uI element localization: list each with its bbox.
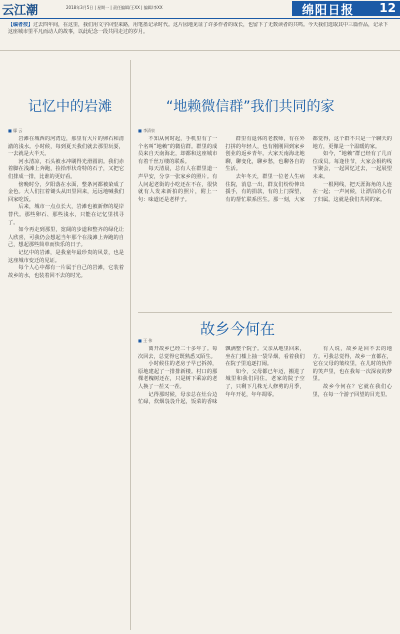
article3-paragraph: 小时候住的老房子早已拆掉，原地建起了一排排新楼。村口的那棵老槐树还在，只是树下乘凉的老人换了一茬又一茬。 — [138, 361, 218, 390]
article2-paragraph: 不知从何时起，手机里有了一个名叫“地赖”的微信群。群里的成员来自天南海北，却都和这座城市有着千丝万缕的联系。 — [138, 136, 218, 165]
article1-paragraph: 后来，城市一点点长大，岩滩也被新修的堤岸替代。那些卵石、那些浅水，只能在记忆里找寻了。 — [8, 204, 124, 226]
article2-paragraph: 去年冬天，群里一位老人生病住院，消息一出，群友们纷纷伸出援手，有的捐款，有的上门探望，有的帮忙联系医生。那一刻，大家都觉得，这个群不只是一个聊天的地方，更像是一个温暖的家。 — [225, 136, 392, 203]
article1-paragraph: 记忆中的岩滩，是我童年最珍贵的风景，也是这座城市变迁的见证。 — [8, 249, 124, 264]
article2-paragraph: 一根网线，把天涯海角的人连在一起；一声问候，让漂泊的心有了归属。这就是我们共同的家。 — [312, 181, 392, 203]
article1-paragraph: 傍晚时分，夕阳落在水面，整条河都被染成了金色。大人们扛着锄头从田里回来，远远地喊我们回家吃饭。 — [8, 181, 124, 203]
article3-paragraph: 故乡今何在？它就在我们心里，在每一个游子回望的目光里。 — [312, 383, 392, 398]
editor-note-text: 过去四年间，在这里，我们用文字回望来路，用笔墨记录时代。这片园地见证了许多作者的成长，也留下了无数读者的共鸣。今天我们选取其中三篇作品，记录下这座城市里平凡而动人的故事，以此纪念一段共同走过的岁月。 — [8, 22, 389, 35]
article2-title: “地赖微信群”我们共同的家 — [166, 99, 335, 115]
article3-paragraph: 如今，父母都已年迈，搬进了城里和我们同住。老家的院子空了，只剩下几株无人修剪的月季，年年开花，年年凋零。 — [225, 368, 305, 398]
article1-byline: ■ 鄢 云 — [8, 128, 22, 134]
article1-paragraph: 每个人心中都有一片属于自己的岩滩，它装着故乡的水，也装着回不去的时光。 — [8, 265, 124, 279]
article1-body — [8, 136, 124, 632]
article2-paragraph: 每天清晨，总有人在群里道一声早安，分享一张家乡的照片。有人问起老街的小吃还在不在，很快就有人发来新拍的照片，附上一句：味道还是老样子。 — [138, 166, 218, 203]
article3-paragraph: 记得那时候，母亲总在灶台边忙碌，炊烟袅袅升起，饭菜的香味飘满整个院子。父亲从地里回来，坐在门槛上抽一袋旱烟，看着我们在院子里追逐打闹。 — [138, 346, 305, 406]
article1-paragraph: 岩滩在城西的河湾边，那里有大片的卵石和清澈的浅水。小时候，每到夏天我们就去那里玩耍，一去就是大半天。 — [8, 136, 124, 158]
paper-name: 绵阳日报 — [302, 3, 355, 17]
article2-body — [138, 136, 392, 308]
issue-meta: 2018年3月5日 | 星期一 | 责任编辑/王XX | 编辑/李XX — [66, 5, 163, 10]
article1-paragraph: 河水清凉，石头被水冲刷得光滑圆润。我们赤着脚在浅滩上奔跑，捡拾形状奇特的石子，又把它们排成一排，比谁的更好看。 — [8, 158, 124, 180]
article2-paragraph: 群里有退休的老教师，有在外打拼的年轻人，也有刚刚回到家乡创业的返乡青年。大家天南海北地聊，聊变化，聊乡愁，也聊各自的生活。 — [225, 136, 305, 173]
editor-note-tag: 【编者按】 — [8, 22, 34, 28]
article3-title: 故乡今何在 — [200, 320, 276, 338]
article1-title: 记忆中的岩滩 — [28, 99, 112, 115]
article2-byline: ■ 李清泉 — [138, 128, 155, 134]
section-rule — [138, 312, 392, 313]
article1-paragraph: 如今再走到那里，宽阔的步道和整齐的绿化让人欣喜，可我仍会想起当年那个在浅滩上奔跑的自己，想起那些简单而快乐的日子。 — [8, 227, 124, 249]
article3-paragraph: 有人说，故乡是回不去的地方。可我总觉得，故乡一直都在，它在父母的皱纹里，在儿时的伙伴的笑声里，也在我每一次深夜的梦里。 — [312, 346, 392, 383]
article3-body — [138, 346, 392, 630]
section-title: 云江潮 — [2, 3, 39, 17]
page-header — [0, 0, 400, 18]
page-number: 12 — [379, 1, 396, 15]
note-rule — [0, 50, 400, 51]
column-divider — [130, 60, 131, 630]
masthead-bar — [292, 1, 400, 16]
article3-byline: ■ 王 伟 — [138, 338, 152, 344]
header-rule — [0, 18, 400, 19]
editor-note — [8, 22, 392, 48]
article2-paragraph: 如今，“地赖”群已经有了几百位成员。每逢佳节，大家会相约线下聚会，一起回忆过去，一起展望未来。 — [312, 151, 392, 180]
article3-paragraph: 离开故乡已经二十多年了。每次回去，总觉得它既熟悉又陌生。 — [138, 346, 218, 360]
